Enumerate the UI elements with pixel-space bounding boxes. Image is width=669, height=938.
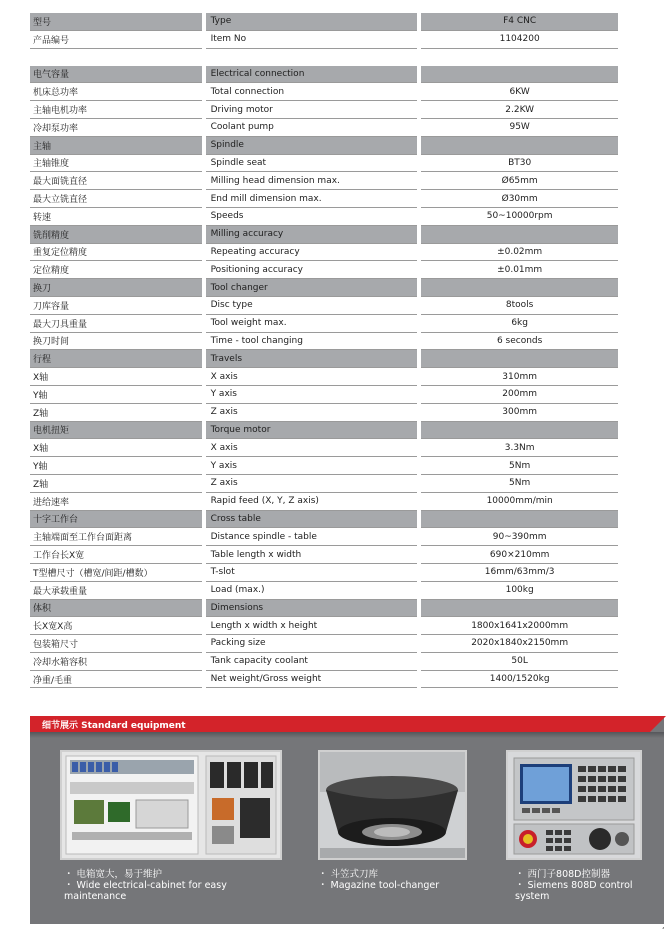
spec-label-en: Length x width x height (204, 617, 420, 635)
spec-label-en: Rapid feed (X, Y, Z axis) (204, 492, 420, 510)
spec-label-zh: 长X宽X高 (30, 617, 204, 635)
spec-row (30, 581, 618, 599)
spec-label-zh: 冷却水箱容积 (30, 652, 204, 670)
spec-label-zh: Y轴 (30, 385, 204, 403)
spec-label-en: Tank capacity coolant (204, 652, 420, 670)
spec-value (419, 279, 618, 297)
spec-label-en: Time - tool changing (204, 332, 420, 350)
caption-siemens-controller (515, 869, 655, 902)
spec-label-zh: 换刀 (30, 279, 204, 297)
spec-value: 300mm (419, 403, 618, 421)
spec-label-zh: 包装箱尺寸 (30, 635, 204, 653)
caption-en-cont: system (515, 891, 550, 902)
spec-row (30, 670, 618, 688)
spec-label-zh: Z轴 (30, 403, 204, 421)
spec-row (30, 368, 618, 386)
spec-value: 6kg (419, 314, 618, 332)
spec-label-en: Table length x width (204, 546, 420, 564)
spec-label-zh: 型号 (30, 13, 204, 30)
header-shadow (30, 732, 664, 738)
spec-value: 1800x1641x2000mm (419, 617, 618, 635)
spec-value: 1400/1520kg (419, 670, 618, 688)
spec-label-zh: 净重/毛重 (30, 670, 204, 688)
spec-label-zh: 十字工作台 (30, 510, 204, 528)
caption-en: ・ Magazine tool-changer (318, 880, 440, 891)
spec-value: Ø65mm (419, 172, 618, 190)
spec-value: 5Nm (419, 474, 618, 492)
spec-value (419, 66, 618, 83)
spec-label-en: End mill dimension max. (204, 190, 420, 208)
tool-changer-image (318, 750, 467, 860)
spec-value (419, 225, 618, 243)
caption-en: ・ Siemens 808D control (515, 880, 633, 891)
caption-tool-changer (318, 869, 478, 891)
spec-label-en: Spindle seat (204, 154, 420, 172)
spec-label-en (204, 48, 420, 66)
spec-value (419, 136, 618, 154)
spec-label-zh: X轴 (30, 368, 204, 386)
spec-row (30, 457, 618, 475)
spec-value: 2020x1840x2150mm (419, 635, 618, 653)
spec-value: 1104200 (419, 30, 618, 48)
spec-label-en: Total connection (204, 83, 420, 101)
spec-label-zh: 机床总功率 (30, 83, 204, 101)
spec-section-row (30, 279, 618, 297)
spec-label-zh: 刀库容量 (30, 296, 204, 314)
spec-label-zh: 体积 (30, 599, 204, 617)
spec-row (30, 314, 618, 332)
spec-row (30, 83, 618, 101)
spec-label-en: Torque motor (204, 421, 420, 439)
spec-label-en: Z axis (204, 403, 420, 421)
spec-value (419, 48, 618, 66)
spec-label-en: Z axis (204, 474, 420, 492)
spec-label-zh: Z轴 (30, 474, 204, 492)
spec-row (30, 172, 618, 190)
spec-section-row (30, 599, 618, 617)
spec-label-zh: 换刀时间 (30, 332, 204, 350)
spec-row (30, 492, 618, 510)
spec-row (30, 296, 618, 314)
spec-row (30, 154, 618, 172)
spec-table (30, 13, 618, 688)
spec-row (30, 563, 618, 581)
spec-row (30, 332, 618, 350)
spec-label-en: Spindle (204, 136, 420, 154)
spec-row (30, 617, 618, 635)
spec-value: ±0.02mm (419, 243, 618, 261)
spec-label-en: Distance spindle - table (204, 528, 420, 546)
spec-row (30, 403, 618, 421)
spec-value: 690×210mm (419, 546, 618, 564)
spec-row (30, 118, 618, 136)
equipment-title: 细节展示 Standard equipment (42, 721, 186, 731)
spec-value: BT30 (419, 154, 618, 172)
spec-label-en: Cross table (204, 510, 420, 528)
spec-value: 6 seconds (419, 332, 618, 350)
spec-label-en: Repeating accuracy (204, 243, 420, 261)
spec-label-en: Item No (204, 30, 420, 48)
caption-zh: ・ 斗笠式刀库 (318, 869, 379, 880)
spec-label-zh: 电气容量 (30, 66, 204, 83)
spec-spacer-row (30, 48, 618, 66)
spec-value: F4 CNC (419, 13, 618, 30)
spec-label-en: Type (204, 13, 420, 30)
spec-label-en: X axis (204, 368, 420, 386)
spec-value: 2.2KW (419, 101, 618, 119)
spec-label-en: Tool weight max. (204, 314, 420, 332)
spec-label-en: Y axis (204, 385, 420, 403)
spec-section-row (30, 510, 618, 528)
spec-label-zh: 定位精度 (30, 261, 204, 279)
spec-row (30, 528, 618, 546)
caption-en: ・ Wide electrical-cabinet for easy (64, 880, 227, 891)
spec-label-zh (30, 48, 204, 66)
caption-zh: ・ 电箱宽大，易于维护 (64, 869, 163, 880)
spec-row (30, 243, 618, 261)
spec-section-row (30, 13, 618, 30)
spec-section-row (30, 136, 618, 154)
spec-label-en: Positioning accuracy (204, 261, 420, 279)
spec-label-zh: 最大立铣直径 (30, 190, 204, 208)
equipment-header-bar (30, 716, 650, 732)
spec-value (419, 421, 618, 439)
spec-value: 6KW (419, 83, 618, 101)
spec-row (30, 635, 618, 653)
spec-value: 310mm (419, 368, 618, 386)
spec-label-zh: 铣削精度 (30, 225, 204, 243)
spec-section-row (30, 66, 618, 83)
spec-label-zh: 最大刀具重量 (30, 314, 204, 332)
spec-label-en: Travels (204, 350, 420, 368)
spec-value: 200mm (419, 385, 618, 403)
spec-row (30, 101, 618, 119)
spec-row (30, 652, 618, 670)
spec-value (419, 599, 618, 617)
spec-label-zh: 冷却泵功率 (30, 118, 204, 136)
spec-row (30, 207, 618, 225)
spec-label-zh: 最大面铣直径 (30, 172, 204, 190)
spec-value: ±0.01mm (419, 261, 618, 279)
spec-label-en: Speeds (204, 207, 420, 225)
page-corner-mark: ‘ (662, 926, 665, 935)
spec-value (419, 350, 618, 368)
spec-label-zh: T型槽尺寸（槽宽/间距/槽数） (30, 563, 204, 581)
spec-value: 50~10000rpm (419, 207, 618, 225)
spec-row (30, 474, 618, 492)
spec-label-en: Load (max.) (204, 581, 420, 599)
spec-section-row (30, 350, 618, 368)
siemens-controller-image (506, 750, 642, 860)
spec-label-zh: X轴 (30, 439, 204, 457)
spec-label-en: Tool changer (204, 279, 420, 297)
spec-value: 5Nm (419, 457, 618, 475)
spec-value: 50L (419, 652, 618, 670)
spec-label-en: Driving motor (204, 101, 420, 119)
spec-value: 100kg (419, 581, 618, 599)
spec-label-zh: 主轴端面至工作台面距离 (30, 528, 204, 546)
spec-label-zh: 主轴 (30, 136, 204, 154)
spec-row (30, 30, 618, 48)
spec-section-row (30, 421, 618, 439)
spec-value: 8tools (419, 296, 618, 314)
standard-equipment-panel (30, 716, 664, 924)
spec-label-zh: 电机扭矩 (30, 421, 204, 439)
caption-en-cont: maintenance (64, 891, 127, 902)
spec-label-en: T-slot (204, 563, 420, 581)
spec-value: 10000mm/min (419, 492, 618, 510)
spec-row (30, 439, 618, 457)
spec-label-zh: 最大承载重量 (30, 581, 204, 599)
spec-label-en: Milling head dimension max. (204, 172, 420, 190)
spec-label-zh: 产品编号 (30, 30, 204, 48)
spec-value: 3.3Nm (419, 439, 618, 457)
spec-label-zh: 工作台长X宽 (30, 546, 204, 564)
spec-row (30, 385, 618, 403)
caption-zh: ・ 西门子808D控制器 (515, 869, 610, 880)
spec-label-en: Dimensions (204, 599, 420, 617)
electrical-cabinet-image (60, 750, 282, 860)
spec-label-en: Net weight/Gross weight (204, 670, 420, 688)
spec-value: Ø30mm (419, 190, 618, 208)
spec-value: 16mm/63mm/3 (419, 563, 618, 581)
spec-label-zh: 转速 (30, 207, 204, 225)
spec-label-en: Y axis (204, 457, 420, 475)
spec-label-en: X axis (204, 439, 420, 457)
spec-label-en: Disc type (204, 296, 420, 314)
spec-label-zh: 主轴电机功率 (30, 101, 204, 119)
spec-value: 90~390mm (419, 528, 618, 546)
spec-label-en: Milling accuracy (204, 225, 420, 243)
spec-value: 95W (419, 118, 618, 136)
spec-label-en: Electrical connection (204, 66, 420, 83)
spec-row (30, 546, 618, 564)
caption-electrical-cabinet (64, 869, 294, 902)
header-tip-shape (650, 716, 666, 732)
spec-row (30, 190, 618, 208)
spec-label-zh: Y轴 (30, 457, 204, 475)
spec-label-zh: 主轴锥度 (30, 154, 204, 172)
spec-label-zh: 行程 (30, 350, 204, 368)
spec-label-en: Packing size (204, 635, 420, 653)
spec-row (30, 261, 618, 279)
spec-label-en: Coolant pump (204, 118, 420, 136)
spec-value (419, 510, 618, 528)
spec-section-row (30, 225, 618, 243)
spec-label-zh: 重复定位精度 (30, 243, 204, 261)
spec-label-zh: 进给速率 (30, 492, 204, 510)
